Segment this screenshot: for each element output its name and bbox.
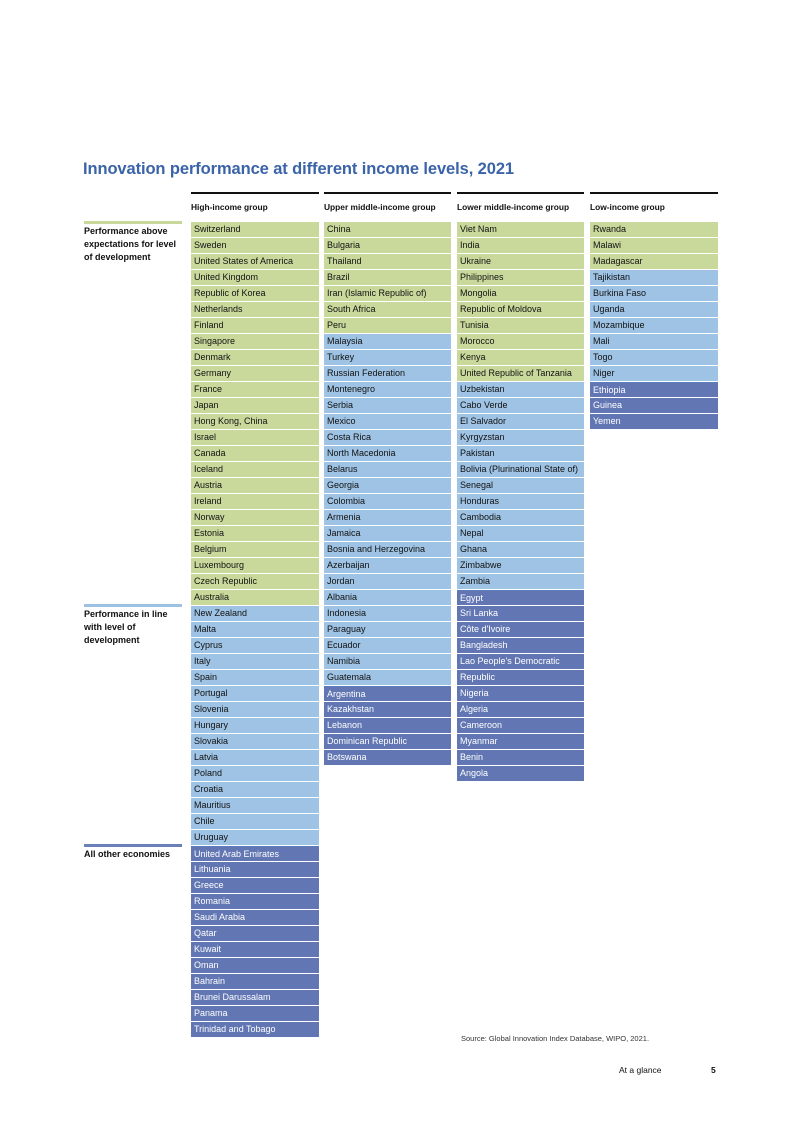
economy-cell: Pakistan — [457, 446, 584, 461]
economy-cell: Austria — [191, 478, 319, 493]
column-header-upper-middle-income: Upper middle-income group — [324, 192, 451, 220]
low-income-column — [590, 222, 718, 430]
economy-cell: Republic of Moldova — [457, 302, 584, 317]
economy-cell: South Africa — [324, 302, 451, 317]
economy-cell: Lao People's Democratic — [457, 654, 584, 669]
column-header-low-income: Low-income group — [590, 192, 718, 220]
economy-cell: Mexico — [324, 414, 451, 429]
economy-cell: Uruguay — [191, 830, 319, 845]
economy-cell: Albania — [324, 590, 451, 605]
economy-cell: Hong Kong, China — [191, 414, 319, 429]
economy-cell: Ghana — [457, 542, 584, 557]
economy-cell: Rwanda — [590, 222, 718, 237]
economy-cell: Bolivia (Plurinational State of) — [457, 462, 584, 477]
economy-cell: Australia — [191, 590, 319, 605]
economy-cell: Jamaica — [324, 526, 451, 541]
economy-cell: Jordan — [324, 574, 451, 589]
economy-cell: Canada — [191, 446, 319, 461]
economy-cell: Côte d'Ivoire — [457, 622, 584, 637]
economy-cell: Montenegro — [324, 382, 451, 397]
economy-cell: Argentina — [324, 686, 451, 701]
economy-cell: Panama — [191, 1006, 319, 1021]
economy-cell: Tunisia — [457, 318, 584, 333]
economy-cell: Lithuania — [191, 862, 319, 877]
economy-cell: Portugal — [191, 686, 319, 701]
economy-cell: Oman — [191, 958, 319, 973]
economy-cell: Costa Rica — [324, 430, 451, 445]
economy-cell: Philippines — [457, 270, 584, 285]
economy-cell: Kenya — [457, 350, 584, 365]
economy-cell: Sweden — [191, 238, 319, 253]
economy-cell: Azerbaijan — [324, 558, 451, 573]
economy-cell: Senegal — [457, 478, 584, 493]
economy-cell: Ecuador — [324, 638, 451, 653]
economy-cell: Malta — [191, 622, 319, 637]
economy-cell: Israel — [191, 430, 319, 445]
economy-cell: Qatar — [191, 926, 319, 941]
economy-cell: Niger — [590, 366, 718, 381]
economy-cell: Colombia — [324, 494, 451, 509]
economy-cell: United Kingdom — [191, 270, 319, 285]
economy-cell: Hungary — [191, 718, 319, 733]
economy-cell: Dominican Republic — [324, 734, 451, 749]
economy-cell: Japan — [191, 398, 319, 413]
upper-middle-income-column — [324, 222, 451, 766]
economy-cell: Angola — [457, 766, 584, 781]
economy-cell: Ireland — [191, 494, 319, 509]
economy-cell: Latvia — [191, 750, 319, 765]
economy-cell: Cameroon — [457, 718, 584, 733]
economy-cell: Togo — [590, 350, 718, 365]
economy-cell: Slovenia — [191, 702, 319, 717]
column-header-lower-middle-income: Lower middle-income group — [457, 192, 584, 220]
economy-cell: Yemen — [590, 414, 718, 429]
economy-cell: Republic — [457, 670, 584, 685]
economy-cell: Zambia — [457, 574, 584, 589]
economy-cell: Kuwait — [191, 942, 319, 957]
economy-cell: El Salvador — [457, 414, 584, 429]
economy-cell: Germany — [191, 366, 319, 381]
economy-cell: Mali — [590, 334, 718, 349]
economy-cell: Mongolia — [457, 286, 584, 301]
column-header-high-income: High-income group — [191, 192, 319, 220]
economy-cell: Belgium — [191, 542, 319, 557]
economy-cell: Honduras — [457, 494, 584, 509]
economy-cell: Belarus — [324, 462, 451, 477]
economy-cell: Saudi Arabia — [191, 910, 319, 925]
economy-cell: Myanmar — [457, 734, 584, 749]
economy-cell: United Arab Emirates — [191, 846, 319, 861]
economy-cell: Burkina Faso — [590, 286, 718, 301]
economy-cell: Iceland — [191, 462, 319, 477]
economy-cell: Morocco — [457, 334, 584, 349]
economy-cell: Brunei Darussalam — [191, 990, 319, 1005]
economy-cell: United Republic of Tanzania — [457, 366, 584, 381]
economy-cell: Chile — [191, 814, 319, 829]
economy-cell: Armenia — [324, 510, 451, 525]
economy-cell: Cambodia — [457, 510, 584, 525]
high-income-column — [191, 222, 319, 1038]
economy-cell: Finland — [191, 318, 319, 333]
economy-cell: Mauritius — [191, 798, 319, 813]
economy-cell: Iran (Islamic Republic of) — [324, 286, 451, 301]
economy-cell: Madagascar — [590, 254, 718, 269]
economy-cell: Russian Federation — [324, 366, 451, 381]
economy-cell: India — [457, 238, 584, 253]
economy-cell: United States of America — [191, 254, 319, 269]
economy-cell: Bulgaria — [324, 238, 451, 253]
economy-cell: Malaysia — [324, 334, 451, 349]
economy-cell: North Macedonia — [324, 446, 451, 461]
economy-cell: Italy — [191, 654, 319, 669]
economy-cell: Trinidad and Tobago — [191, 1022, 319, 1037]
legend-in-line: Performance in line with level of development — [84, 604, 182, 647]
page-number: 5 — [711, 1065, 716, 1075]
economy-cell: Bahrain — [191, 974, 319, 989]
economy-cell: Bosnia and Herzegovina — [324, 542, 451, 557]
footer-section-label: At a glance — [619, 1065, 662, 1075]
legend-other-economies: All other economies — [84, 844, 182, 861]
economy-cell: Uzbekistan — [457, 382, 584, 397]
economy-cell: Luxembourg — [191, 558, 319, 573]
economy-cell: Slovakia — [191, 734, 319, 749]
economy-cell: Serbia — [324, 398, 451, 413]
economy-cell: Zimbabwe — [457, 558, 584, 573]
source-note: Source: Global Innovation Index Database, WIPO, 2021. — [461, 1034, 650, 1043]
economy-cell: Botswana — [324, 750, 451, 765]
economy-cell: Namibia — [324, 654, 451, 669]
page-title: Innovation performance at different income levels, 2021 — [83, 160, 514, 178]
economy-cell: Cabo Verde — [457, 398, 584, 413]
economy-cell: Switzerland — [191, 222, 319, 237]
economy-cell: Mozambique — [590, 318, 718, 333]
economy-cell: Ethiopia — [590, 382, 718, 397]
economy-cell: Egypt — [457, 590, 584, 605]
lower-middle-income-column — [457, 222, 584, 782]
economy-cell: Republic of Korea — [191, 286, 319, 301]
economy-cell: Bangladesh — [457, 638, 584, 653]
economy-cell: Singapore — [191, 334, 319, 349]
economy-cell: Peru — [324, 318, 451, 333]
economy-cell: Poland — [191, 766, 319, 781]
economy-cell: Kyrgyzstan — [457, 430, 584, 445]
economy-cell: Indonesia — [324, 606, 451, 621]
economy-cell: Greece — [191, 878, 319, 893]
economy-cell: Paraguay — [324, 622, 451, 637]
economy-cell: Nigeria — [457, 686, 584, 701]
legend-above-expectations: Performance above expectations for level of development — [84, 221, 182, 264]
economy-cell: Viet Nam — [457, 222, 584, 237]
economy-cell: Nepal — [457, 526, 584, 541]
economy-cell: Lebanon — [324, 718, 451, 733]
economy-cell: New Zealand — [191, 606, 319, 621]
economy-cell: Denmark — [191, 350, 319, 365]
economy-cell: Czech Republic — [191, 574, 319, 589]
economy-cell: Guinea — [590, 398, 718, 413]
economy-cell: Romania — [191, 894, 319, 909]
economy-cell: Netherlands — [191, 302, 319, 317]
economy-cell: Tajikistan — [590, 270, 718, 285]
economy-cell: Kazakhstan — [324, 702, 451, 717]
economy-cell: Malawi — [590, 238, 718, 253]
economy-cell: Algeria — [457, 702, 584, 717]
economy-cell: Turkey — [324, 350, 451, 365]
economy-cell: Brazil — [324, 270, 451, 285]
economy-cell: Estonia — [191, 526, 319, 541]
economy-cell: France — [191, 382, 319, 397]
economy-cell: Georgia — [324, 478, 451, 493]
economy-cell: Cyprus — [191, 638, 319, 653]
economy-cell: Norway — [191, 510, 319, 525]
economy-cell: Croatia — [191, 782, 319, 797]
economy-cell: Uganda — [590, 302, 718, 317]
economy-cell: Benin — [457, 750, 584, 765]
economy-cell: Thailand — [324, 254, 451, 269]
economy-cell: Guatemala — [324, 670, 451, 685]
economy-cell: Sri Lanka — [457, 606, 584, 621]
economy-cell: Ukraine — [457, 254, 584, 269]
economy-cell: Spain — [191, 670, 319, 685]
economy-cell: China — [324, 222, 451, 237]
